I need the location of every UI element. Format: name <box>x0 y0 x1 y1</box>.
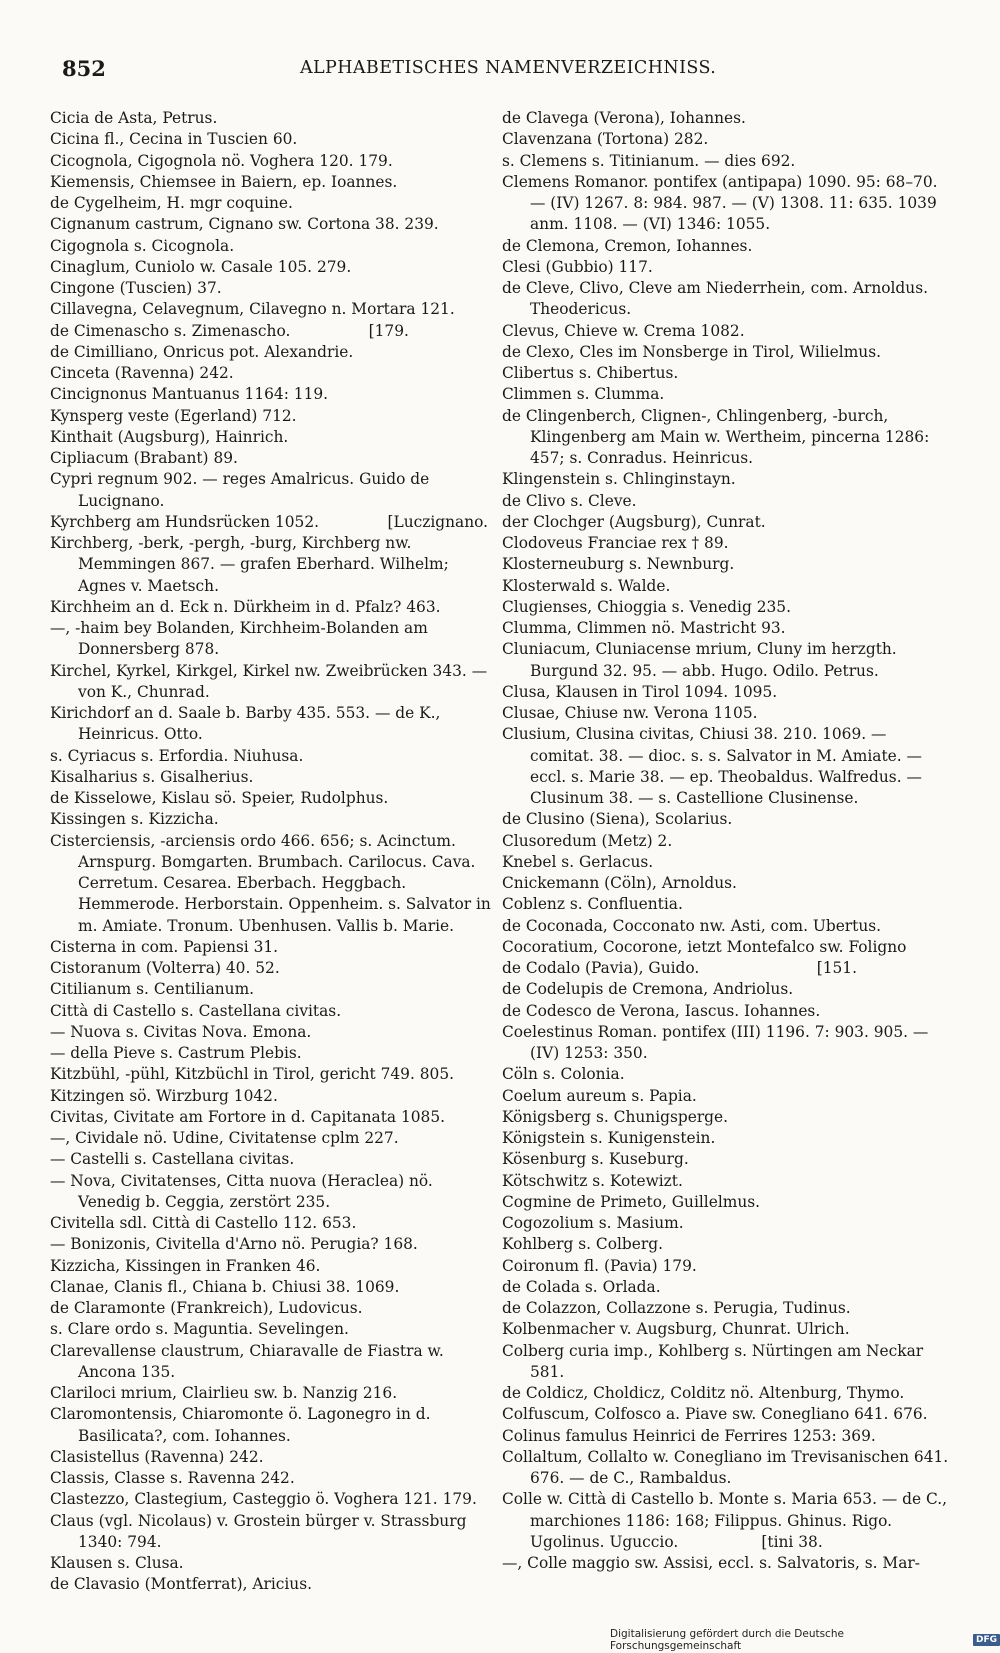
index-entry: de Colada s. Orlada. <box>502 1277 661 1296</box>
index-entry: de Clemona, Cremon, Iohannes. <box>502 236 753 255</box>
index-entry: Clusae, Chiuse nw. Verona 1105. <box>502 704 758 722</box>
index-entry: de Clivo s. Cleve. <box>502 491 637 510</box>
index-entry: Klosterwald s. Walde. <box>502 576 671 595</box>
index-entry: de Clusino (Siena), Scolarius. <box>502 810 733 829</box>
index-entry: Kötschwitz s. Kotewizt. <box>502 1171 683 1190</box>
index-entry: Cincignonus Mantuanus 1164: 119. <box>50 385 329 404</box>
index-entry: Cnickemann (Cöln), Arnoldus. <box>502 874 737 892</box>
index-entry: Claus (vgl. Nicolaus) v. Grostein bürger v. Strassburg 1340: 794. <box>50 1511 472 1551</box>
index-entry: de Clingenberch, Clignen-, Chlingenberg, -burch, Klingenberg am Main w. Wertheim, pincerna 1286: 457; s. Conradus. Heinricus. <box>502 406 935 467</box>
index-entry: Clugienses, Chioggia s. Venedig 235. <box>502 597 791 616</box>
index-entry: Cypri regnum 902. — reges Amalricus. Guido de Lucignano. <box>50 470 435 510</box>
index-entry: Cinceta (Ravenna) 242. <box>50 364 234 382</box>
index-entry: Clibertus s. Chibertus. <box>502 364 679 382</box>
index-entry: Coironum fl. (Pavia) 179. <box>502 1256 697 1275</box>
index-entry: Collaltum, Collalto w. Conegliano im Trevisanischen 641. 676. — de C., Rambaldus. <box>502 1447 954 1487</box>
index-entry: Clastezzo, Clastegium, Casteggio ö. Voghera 121. 179. <box>50 1490 477 1509</box>
index-entry: Coblenz s. Confluentia. <box>502 895 683 914</box>
index-entry: Kitzingen sö. Wirzburg 1042. <box>50 1086 278 1105</box>
index-entry: —, -haim bey Bolanden, Kirchheim-Bolanden am Donnersberg 878. <box>50 619 433 659</box>
index-entry: Cillavegna, Celavegnum, Cilavegno n. Mortara 121. <box>50 300 455 319</box>
index-entry: Clumma, Climmen nö. Mastricht 93. <box>502 619 786 637</box>
index-entry: — della Pieve s. Castrum Plebis. <box>50 1044 302 1062</box>
index-entry: de Codelupis de Cremona, Andriolus. <box>502 980 794 999</box>
index-entry: Citilianum s. Centilianum. <box>50 980 255 999</box>
index-entry: Claromontensis, Chiaromonte ö. Lagonegro in d. Basilicata?, com. Iohannes. <box>50 1405 436 1445</box>
index-entry: Kohlberg s. Colberg. <box>502 1235 663 1254</box>
index-entry: Cignanum castrum, Cignano sw. Cortona 38. 239. <box>50 215 439 234</box>
index-entry: Klosterneuburg s. Newnburg. <box>502 555 735 574</box>
index-entry: de Coconada, Cocconato nw. Asti, com. Ubertus. <box>502 916 882 935</box>
index-entry: Colberg curia imp., Kohlberg s. Nürtingen am Neckar 581. <box>502 1341 929 1381</box>
index-entry: Climmen s. Clumma. <box>502 385 665 404</box>
index-entry: Cogmine de Primeto, Guillelmus. <box>502 1192 761 1211</box>
index-entry: de Kisselowe, Kislau sö. Speier, Rudolphus. <box>50 789 389 807</box>
index-entry: Clevus, Chieve w. Crema 1082. <box>502 321 745 340</box>
index-entry: Kirchheim an d. Eck n. Dürkheim in d. Pfalz? 463. <box>50 597 441 616</box>
index-entry: Clusium, Clusina civitas, Chiusi 38. 210. 1069. — comitat. 38. — dioc. s. s. Salvator in M. Amiate. — eccl. s. Marie 38. — ep. Theobaldus. Walfredus. — Clusinum 38. — s. Castellione Clusinense. <box>502 725 927 807</box>
index-entry: Clusa, Klausen in Tirol 1094. 1095. <box>502 682 778 701</box>
index-entry: Clavenzana (Tortona) 282. <box>502 130 709 149</box>
index-entry: Classis, Classe s. Ravenna 242. <box>50 1469 295 1487</box>
index-entry: Cicina fl., Cecina in Tuscien 60. <box>50 130 298 149</box>
index-entry: s. Cyriacus s. Erfordia. Niuhusa. <box>50 746 304 765</box>
index-entry: Clasistellus (Ravenna) 242. <box>50 1447 264 1466</box>
index-entry: Clemens Romanor. pontifex (antipapa) 1090. 95: 68–70. — (IV) 1267. 8: 984. 987. — (V) 1308. 11: 635. 1039 anm. 1108. — (VI) 1346: 1055. <box>502 172 943 234</box>
index-entry: Cigognola s. Cicognola. <box>50 236 235 255</box>
index-entry: Cisterciensis, -arciensis ordo 466. 656; s. Acinctum. Arnspurg. Bomgarten. Brumbach. Carilocus. Cava. Cerretum. Cesarea. Eberbach. Heggbach. Hemmerode. Herborstain. Oppenheim. s. Salvator in m. Amiate. Tronum. Ubenhusen. Vallis b. Marie. <box>50 831 496 935</box>
index-entry: de Colazzon, Collazzone s. Perugia, Tudinus. <box>502 1299 851 1317</box>
index-entry: — Nova, Civitatenses, Citta nuova (Heraclea) nö. Venedig b. Ceggia, zerstört 235. <box>50 1171 438 1211</box>
index-entry: de Cimenascho s. Zimenascho. [179. <box>50 321 409 340</box>
index-entry: Königsberg s. Chunigsperge. <box>502 1107 729 1126</box>
index-entry: Klausen s. Clusa. <box>50 1554 184 1572</box>
index-entry: de Codesco de Verona, Iascus. Iohannes. <box>502 1001 821 1020</box>
index-entry: Kirichdorf an d. Saale b. Barby 435. 553. — de K., Heinricus. Otto. <box>50 704 446 744</box>
index-entry: Cicia de Asta, Petrus. <box>50 109 218 127</box>
index-entry: Cistoranum (Volterra) 40. 52. <box>50 959 280 977</box>
index-entry: s. Clemens s. Titinianum. — dies 692. <box>502 151 796 170</box>
index-entry: Cluniacum, Cluniacense mrium, Cluny im herzgth. Burgund 32. 95. — abb. Hugo. Odilo. Petrus. <box>502 640 902 680</box>
index-entry: de Coldicz, Choldicz, Colditz nö. Altenburg, Thymo. <box>502 1384 905 1402</box>
index-entry: Kynsperg veste (Egerland) 712. <box>50 406 297 425</box>
index-entry: Coelum aureum s. Papia. <box>502 1086 697 1105</box>
index-entry: Cocoratium, Cocorone, ietzt Montefalco sw. Foligno <box>502 937 907 956</box>
digitization-footer <box>610 1628 1000 1652</box>
right-column <box>502 108 954 1574</box>
index-entry: Cingone (Tuscien) 37. <box>50 279 222 297</box>
index-entry: — Bonizonis, Civitella d'Arno nö. Perugia? 168. <box>50 1235 418 1254</box>
page-number: 852 <box>62 56 106 81</box>
index-entry: Civitas, Civitate am Fortore in d. Capitanata 1085. <box>50 1107 446 1126</box>
index-entry: Cöln s. Colonia. <box>502 1065 625 1084</box>
page-title: ALPHABETISCHES NAMENVERZEICHNISS. <box>300 58 717 78</box>
index-entry: Clodoveus Franciae rex † 89. <box>502 534 729 552</box>
index-entry: Cinaglum, Cuniolo w. Casale 105. 279. <box>50 257 352 276</box>
index-entry: Cogozolium s. Masium. <box>502 1214 684 1232</box>
index-entry: Kinthait (Augsburg), Hainrich. <box>50 427 289 446</box>
index-entry: de Claramonte (Frankreich), Ludovicus. <box>50 1299 363 1317</box>
index-entry: Kirchberg, -berk, -pergh, -burg, Kirchberg nw. Memmingen 867. — grafen Eberhard. Wilhelm; Agnes v. Maetsch. <box>50 534 454 595</box>
index-entry: Clesi (Gubbio) 117. <box>502 257 653 276</box>
index-entry: Colle w. Città di Castello b. Monte s. Maria 653. — de C., marchiones 1186: 168; Filippus. Ghinus. Rigo. Ugolinus. Uguccio. [tini 38. <box>502 1490 952 1551</box>
index-entry: s. Clare ordo s. Maguntia. Sevelingen. <box>50 1320 349 1339</box>
dfg-logo: DFG <box>973 1634 1000 1646</box>
index-entry: Kizzicha, Kissingen in Franken 46. <box>50 1256 321 1275</box>
index-entry: de Cleve, Clivo, Cleve am Niederrhein, com. Arnoldus. Theodericus. <box>502 279 933 319</box>
index-entry: de Cimilliano, Onricus pot. Alexandrie. <box>50 342 354 361</box>
left-column <box>50 108 496 1596</box>
index-entry: Kolbenmacher v. Augsburg, Chunrat. Ulrich. <box>502 1320 850 1339</box>
index-entry: de Clexo, Cles im Nonsberge in Tirol, Wilielmus. <box>502 342 881 361</box>
index-entry: — Nuova s. Civitas Nova. Emona. <box>50 1022 312 1041</box>
index-entry: —, Colle maggio sw. Assisi, eccl. s. Salvatoris, s. Mar- <box>502 1554 920 1572</box>
index-entry: Kiemensis, Chiemsee in Baiern, ep. Ioannes. <box>50 172 398 191</box>
index-entry: der Clochger (Augsburg), Cunrat. <box>502 512 766 531</box>
index-entry: Cipliacum (Brabant) 89. <box>50 449 238 467</box>
index-entry: Coelestinus Roman. pontifex (III) 1196. 7: 903. 905. — (IV) 1253: 350. <box>502 1022 934 1062</box>
index-entry: Colinus famulus Heinrici de Ferrires 1253: 369. <box>502 1426 876 1445</box>
index-entry: Kirchel, Kyrkel, Kirkgel, Kirkel nw. Zweibrücken 343. — von K., Chunrad. <box>50 661 493 701</box>
index-entry: de Codalo (Pavia), Guido. [151. <box>502 959 857 977</box>
index-entry: — Castelli s. Castellana civitas. <box>50 1150 295 1169</box>
index-entry: Kitzbühl, -pühl, Kitzbüchl in Tirol, gericht 749. 805. <box>50 1065 455 1084</box>
index-entry: Königstein s. Kunigenstein. <box>502 1129 716 1147</box>
index-entry: Civitella sdl. Città di Castello 112. 653. <box>50 1214 357 1232</box>
index-entry: Klingenstein s. Chlinginstayn. <box>502 470 736 489</box>
index-entry: de Clavasio (Montferrat), Aricius. <box>50 1575 313 1594</box>
index-entry: de Clavega (Verona), Iohannes. <box>502 109 746 127</box>
index-entry: Clusoredum (Metz) 2. <box>502 831 673 850</box>
index-entry: Clarevallense claustrum, Chiaravalle de Fiastra w. Ancona 135. <box>50 1341 449 1381</box>
index-entry: Città di Castello s. Castellana civitas. <box>50 1001 342 1020</box>
index-entry: Kisalharius s. Gisalherius. <box>50 767 254 786</box>
index-entry: Clanae, Clanis fl., Chiana b. Chiusi 38. 1069. <box>50 1277 400 1296</box>
index-entry: Kyrchberg am Hundsrücken 1052. [Luczignano. <box>50 512 489 531</box>
footer-text: Digitalisierung gefördert durch die Deutsche Forschungsgemeinschaft <box>610 1628 844 1652</box>
index-entry: Cisterna in com. Papiensi 31. <box>50 937 279 956</box>
index-entry: —, Cividale nö. Udine, Civitatense cplm 227. <box>50 1129 399 1147</box>
index-entry: de Cygelheim, H. mgr coquine. <box>50 194 293 212</box>
index-entry: Clariloci mrium, Clairlieu sw. b. Nanzig 216. <box>50 1384 398 1402</box>
index-entry: Knebel s. Gerlacus. <box>502 852 654 871</box>
index-entry: Kissingen s. Kizzicha. <box>50 810 219 829</box>
index-entry: Cicognola, Cigognola nö. Voghera 120. 179. <box>50 151 393 170</box>
index-entry: Kösenburg s. Kuseburg. <box>502 1150 689 1169</box>
index-entry: Colfuscum, Colfosco a. Piave sw. Conegliano 641. 676. <box>502 1405 928 1424</box>
